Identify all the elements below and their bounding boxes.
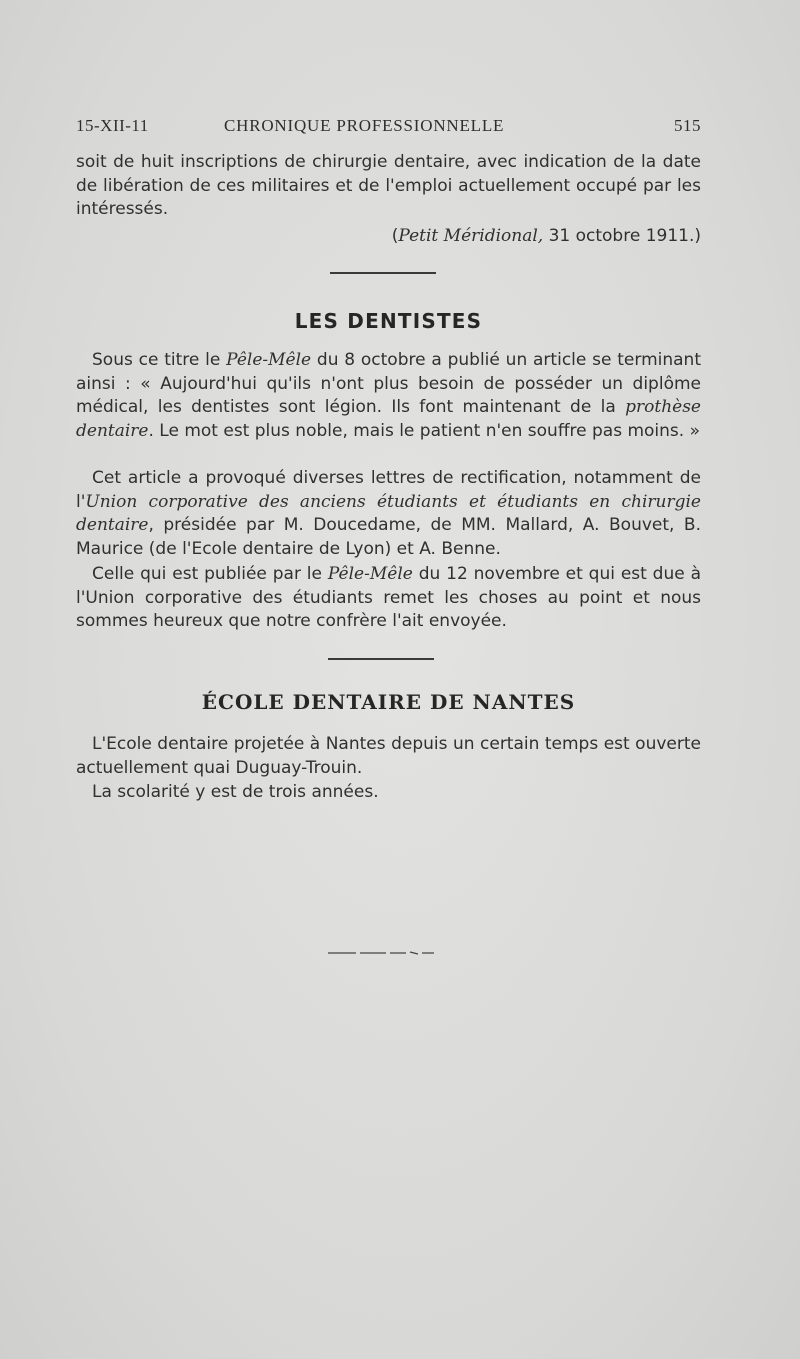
paragraph-dentistes-2: Cet article a provoqué diverses lettres de rectification, notamment de l'Union corporative des anciens étudiants et étudiants en chirurgie dentaire, présidée par M. Doucedame, de MM. Mallard, A. Bouvet, B. Maurice (de l'Ecole dentaire de Lyon) et A. Benne. [76, 468, 701, 559]
paragraph-dentistes-3: Celle qui est publiée par le Pêle-Mêle du 12 novembre et qui est due à l'Union corporative des étudiants remet les choses au point et nous sommes heureux que notre confrère l'ait envoyée. [76, 564, 701, 631]
intro-paragraph [76, 151, 701, 222]
intro-text: soit de huit inscriptions de chirurgie dentaire, avec indication de la date de libération de ces militaires et de l'emploi actuellement occupé par les intéressés. [76, 152, 701, 219]
chronicle-title: CHRONIQUE PROFESSIONNELLE [224, 116, 505, 135]
page-number: 515 [674, 116, 701, 135]
paragraph-nantes-2: La scolarité y est de trois années. [92, 782, 379, 802]
paragraph-dentistes-1: Sous ce titre le Pêle-Mêle du 8 octobre a publié un article se terminant ainsi : « Aujourd'hui qu'ils n'ont plus besoin de posséder un diplôme médical, les dentistes sont légion. Ils font maintenant de la prothèse dentaire. Le mot est plus noble, mais le patient n'en souffre pas moins. » [76, 350, 701, 441]
section-divider [328, 658, 434, 660]
section-divider [330, 272, 436, 274]
section-heading-dentistes: LES DENTISTES [294, 309, 483, 333]
citation: (Petit Méridional, 31 octobre 1911.) [391, 226, 701, 246]
citation-source: Petit Méridional, [398, 226, 544, 246]
paragraph-nantes-1: L'Ecole dentaire projetée à Nantes depuis un certain temps est ouverte actuellement quai Duguay-Trouin. [76, 734, 701, 778]
issue-date: 15-XII-11 [76, 116, 149, 135]
end-ornament [326, 950, 436, 956]
section-heading-ecole-nantes: ÉCOLE DENTAIRE DE NANTES [201, 690, 576, 714]
running-head [76, 116, 701, 140]
citation-date: 31 octobre 1911.) [543, 226, 701, 246]
